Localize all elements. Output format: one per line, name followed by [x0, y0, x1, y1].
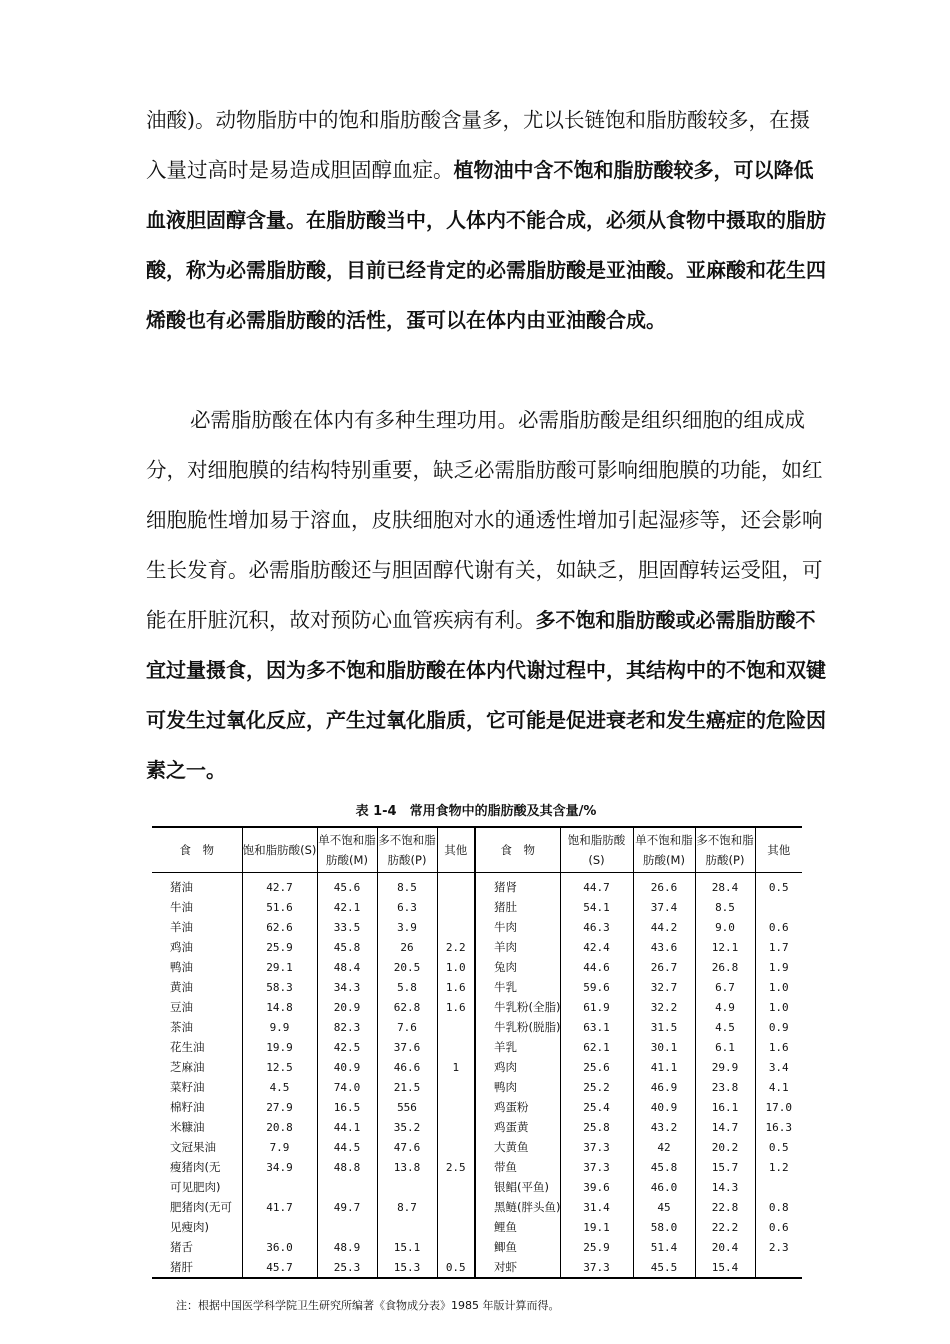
- polyunsaturated-value: 6.3: [377, 897, 437, 917]
- other-value: 0.9: [768, 1020, 789, 1034]
- polyunsaturated-value: 7.6: [377, 1017, 437, 1037]
- other-value: 1.6: [437, 997, 475, 1017]
- food-name: 鸭肉: [475, 1077, 560, 1097]
- other-value: [437, 1077, 475, 1097]
- polyunsaturated-value: 13.8: [377, 1157, 437, 1177]
- table-row: [152, 1017, 802, 1037]
- food-name: 鲤鱼: [475, 1217, 560, 1237]
- other-value: [437, 1237, 475, 1257]
- other-value: [755, 1257, 802, 1278]
- polyunsaturated-value: 22.8: [695, 1197, 755, 1217]
- table-header-row: [152, 827, 802, 873]
- monounsaturated-value: 43.6: [633, 937, 695, 957]
- header-monounsaturated: 单不饱和脂肪酸(M): [633, 827, 695, 873]
- polyunsaturated-value: 3.9: [377, 917, 437, 937]
- food-name: 猪舌: [152, 1237, 242, 1257]
- header-monounsaturated: 单不饱和脂肪酸(M): [317, 827, 377, 873]
- table-row: [152, 1137, 802, 1157]
- table-row: [152, 1237, 802, 1257]
- saturated-value: 34.9: [242, 1157, 317, 1177]
- other-value: [437, 1197, 475, 1217]
- polyunsaturated-value: 4.9: [695, 997, 755, 1017]
- food-name: 菜籽油: [152, 1077, 242, 1097]
- saturated-value: 25.9: [242, 937, 317, 957]
- saturated-value: 54.1: [560, 897, 633, 917]
- food-name: 猪肚: [475, 897, 560, 917]
- food-name: 芝麻油: [152, 1057, 242, 1077]
- other-value: 1.9: [768, 960, 789, 974]
- table-body: [152, 873, 802, 1279]
- saturated-value: 14.8: [242, 997, 317, 1017]
- saturated-value: 25.9: [560, 1237, 633, 1257]
- saturated-value: 44.6: [560, 957, 633, 977]
- other-value: 3.4: [768, 1060, 789, 1074]
- food-name: 兔肉: [475, 957, 560, 977]
- saturated-value: 25.6: [560, 1057, 633, 1077]
- polyunsaturated-value: 37.6: [377, 1037, 437, 1057]
- table-row: [152, 917, 802, 937]
- food-name: 牛乳粉(脱脂): [475, 1017, 560, 1037]
- monounsaturated-value: 48.9: [317, 1237, 377, 1257]
- table-row: [152, 1117, 802, 1137]
- polyunsaturated-value: 8.5: [695, 897, 755, 917]
- monounsaturated-value: 32.7: [633, 977, 695, 997]
- header-other: 其他: [437, 827, 475, 873]
- monounsaturated-value: 26.6: [633, 873, 695, 898]
- food-name: 牛乳粉(全脂): [475, 997, 560, 1017]
- other-value: 0.6: [768, 1220, 789, 1234]
- other-value: 2.5: [437, 1157, 475, 1177]
- monounsaturated-value: 82.3: [317, 1017, 377, 1037]
- saturated-value: 39.6: [560, 1177, 633, 1197]
- polyunsaturated-value: 20.5: [377, 957, 437, 977]
- other-value: 1: [437, 1057, 475, 1077]
- saturated-value: 51.6: [242, 897, 317, 917]
- food-name: 豆油: [152, 997, 242, 1017]
- saturated-value: 25.2: [560, 1077, 633, 1097]
- table-footnote: 注：根据中国医学科学院卫生研究所编著《食物成分表》1985 年版计算而得。: [176, 1299, 560, 1312]
- monounsaturated-value: 46.0: [633, 1177, 695, 1197]
- food-name: 猪肝: [152, 1257, 242, 1278]
- header-food: 食 物: [475, 827, 560, 873]
- monounsaturated-value: 44.1: [317, 1117, 377, 1137]
- other-value: [437, 917, 475, 937]
- polyunsaturated-value: 28.4: [695, 873, 755, 898]
- saturated-value: 19.9: [242, 1037, 317, 1057]
- food-name: 米糠油: [152, 1117, 242, 1137]
- monounsaturated-value: 42.5: [317, 1037, 377, 1057]
- monounsaturated-value: 49.7: [317, 1197, 377, 1217]
- monounsaturated-value: 48.4: [317, 957, 377, 977]
- polyunsaturated-value: 14.3: [695, 1177, 755, 1197]
- other-value: 2.2: [437, 937, 475, 957]
- monounsaturated-value: 42.1: [317, 897, 377, 917]
- food-name: 大黄鱼: [475, 1137, 560, 1157]
- paragraph-fat-acids: [146, 95, 830, 345]
- polyunsaturated-value: 21.5: [377, 1077, 437, 1097]
- table-row: [152, 897, 802, 917]
- other-value: [437, 1177, 475, 1197]
- food-name: 羊肉: [475, 937, 560, 957]
- other-value: 0.5: [437, 1257, 475, 1278]
- food-name: 牛乳: [475, 977, 560, 997]
- saturated-value: 37.3: [560, 1257, 633, 1278]
- paragraph-text: 油酸)。动物脂肪中的饱和脂肪酸含量多，尤以长链饱和脂肪酸较多，在摄入量过高时是易造成胆固醇血症。: [146, 108, 810, 182]
- polyunsaturated-value: 16.1: [695, 1097, 755, 1117]
- fatty-acid-table: [152, 826, 802, 1279]
- paragraph-bold-text: 多不饱和脂肪酸或必需脂肪酸不宜过量摄食，因为多不饱和脂肪酸在体内代谢过程中，其结构中的不饱和双键可发生过氧化反应，产生过氧化脂质，它可能是促进衰老和发生癌症的危险因素之一。: [146, 608, 826, 782]
- monounsaturated-value: 34.3: [317, 977, 377, 997]
- monounsaturated-value: 25.3: [317, 1257, 377, 1278]
- other-value: [437, 897, 475, 917]
- saturated-value: 25.4: [560, 1097, 633, 1117]
- other-value: [437, 1017, 475, 1037]
- saturated-value: 31.4: [560, 1197, 633, 1217]
- header-polyunsaturated: 多不饱和脂肪酸(P): [695, 827, 755, 873]
- table-title: 表 1-4 常用食物中的脂肪酸及其含量/%: [355, 804, 597, 819]
- food-name: 茶油: [152, 1017, 242, 1037]
- polyunsaturated-value: 26: [377, 937, 437, 957]
- food-name: 鸡肉: [475, 1057, 560, 1077]
- paragraph-text: 必需脂肪酸在体内有多种生理功用。必需脂肪酸是组织细胞的组成成分，对细胞膜的结构特别重要，缺乏必需脂肪酸可影响细胞膜的功能，如红细胞脆性增加易于溶血，皮肤细胞对水的通透性增加引起湿疹等，还会影响生长发育。必需脂肪酸还与胆固醇代谢有关，如缺乏，胆固醇转运受阻，可能在肝脏沉积，故对预防心血管疾病有利。: [146, 408, 823, 632]
- food-name: 牛肉: [475, 917, 560, 937]
- saturated-value: 41.7: [242, 1197, 317, 1217]
- saturated-value: 29.1: [242, 957, 317, 977]
- food-name: 带鱼: [475, 1157, 560, 1177]
- other-value: [437, 1117, 475, 1137]
- saturated-value: 4.5: [242, 1077, 317, 1097]
- table-row: [152, 937, 802, 957]
- polyunsaturated-value: 23.8: [695, 1077, 755, 1097]
- other-value: 1.0: [768, 1000, 789, 1014]
- food-name: 黑鲢(胖头鱼): [475, 1197, 560, 1217]
- monounsaturated-value: 45.5: [633, 1257, 695, 1278]
- saturated-value: 44.7: [560, 873, 633, 898]
- saturated-value: 25.8: [560, 1117, 633, 1137]
- other-value: 1.7: [768, 940, 789, 954]
- food-name: 瘦猪肉(无: [152, 1157, 242, 1177]
- other-value: 1.0: [768, 980, 789, 994]
- polyunsaturated-value: 5.8: [377, 977, 437, 997]
- monounsaturated-value: 51.4: [633, 1237, 695, 1257]
- saturated-value: 37.3: [560, 1157, 633, 1177]
- saturated-value: 58.3: [242, 977, 317, 997]
- saturated-value: [242, 1177, 317, 1197]
- polyunsaturated-value: 8.5: [377, 873, 437, 898]
- polyunsaturated-value: 20.4: [695, 1237, 755, 1257]
- polyunsaturated-value: 26.8: [695, 957, 755, 977]
- table-row: [152, 873, 802, 898]
- monounsaturated-value: 20.9: [317, 997, 377, 1017]
- food-name: 鸭油: [152, 957, 242, 977]
- other-value: 0.5: [768, 880, 789, 894]
- table-row: [152, 1197, 802, 1217]
- monounsaturated-value: 46.9: [633, 1077, 695, 1097]
- header-saturated: 饱和脂肪酸(S): [560, 827, 633, 873]
- saturated-value: 62.6: [242, 917, 317, 937]
- other-value: 0.8: [768, 1200, 789, 1214]
- paragraph-bold-text: 植物油中含不饱和脂肪酸较多，可以降低血液胆固醇含量。在脂肪酸当中，人体内不能合成，必须从食物中摄取的脂肪酸，称为必需脂肪酸，目前已经肯定的必需脂肪酸是亚油酸。亚麻酸和花生四烯酸也有必需脂肪酸的活性，蛋可以在体内由亚油酸合成。: [146, 158, 826, 332]
- polyunsaturated-value: 29.9: [695, 1057, 755, 1077]
- saturated-value: 37.3: [560, 1137, 633, 1157]
- monounsaturated-value: 42: [633, 1137, 695, 1157]
- saturated-value: 9.9: [242, 1017, 317, 1037]
- table-row: [152, 1077, 802, 1097]
- food-name: 可见肥肉): [152, 1177, 242, 1197]
- table-row: [152, 1217, 802, 1237]
- polyunsaturated-value: 20.2: [695, 1137, 755, 1157]
- polyunsaturated-value: 35.2: [377, 1117, 437, 1137]
- other-value: [437, 1097, 475, 1117]
- polyunsaturated-value: 62.8: [377, 997, 437, 1017]
- header-polyunsaturated: 多不饱和脂肪酸(P): [377, 827, 437, 873]
- food-name: 猪油: [152, 873, 242, 898]
- other-value: 16.3: [765, 1120, 792, 1134]
- other-value: 1.0: [437, 957, 475, 977]
- monounsaturated-value: 45.8: [633, 1157, 695, 1177]
- other-value: 1.2: [768, 1160, 789, 1174]
- polyunsaturated-value: 14.7: [695, 1117, 755, 1137]
- monounsaturated-value: 48.8: [317, 1157, 377, 1177]
- other-value: 1.6: [768, 1040, 789, 1054]
- monounsaturated-value: 45.6: [317, 873, 377, 898]
- table-row: [152, 977, 802, 997]
- polyunsaturated-value: 6.1: [695, 1037, 755, 1057]
- saturated-value: 36.0: [242, 1237, 317, 1257]
- saturated-value: 62.1: [560, 1037, 633, 1057]
- monounsaturated-value: 41.1: [633, 1057, 695, 1077]
- polyunsaturated-value: 22.2: [695, 1217, 755, 1237]
- table-row: [152, 1057, 802, 1077]
- food-name: 鸡蛋黄: [475, 1117, 560, 1137]
- monounsaturated-value: 44.2: [633, 917, 695, 937]
- other-value: [437, 873, 475, 898]
- polyunsaturated-value: [377, 1217, 437, 1237]
- monounsaturated-value: [317, 1217, 377, 1237]
- monounsaturated-value: 58.0: [633, 1217, 695, 1237]
- polyunsaturated-value: [377, 1177, 437, 1197]
- monounsaturated-value: 43.2: [633, 1117, 695, 1137]
- food-name: 羊乳: [475, 1037, 560, 1057]
- food-name: 黄油: [152, 977, 242, 997]
- polyunsaturated-value: 46.6: [377, 1057, 437, 1077]
- saturated-value: [242, 1217, 317, 1237]
- monounsaturated-value: 40.9: [317, 1057, 377, 1077]
- polyunsaturated-value: 4.5: [695, 1017, 755, 1037]
- saturated-value: 20.8: [242, 1117, 317, 1137]
- monounsaturated-value: 26.7: [633, 957, 695, 977]
- polyunsaturated-value: 8.7: [377, 1197, 437, 1217]
- saturated-value: 27.9: [242, 1097, 317, 1117]
- polyunsaturated-value: 12.1: [695, 937, 755, 957]
- polyunsaturated-value: 15.1: [377, 1237, 437, 1257]
- monounsaturated-value: 32.2: [633, 997, 695, 1017]
- polyunsaturated-value: 6.7: [695, 977, 755, 997]
- food-name: 对虾: [475, 1257, 560, 1278]
- food-name: 棉籽油: [152, 1097, 242, 1117]
- other-value: [437, 1137, 475, 1157]
- saturated-value: 7.9: [242, 1137, 317, 1157]
- saturated-value: 46.3: [560, 917, 633, 937]
- polyunsaturated-value: 15.4: [695, 1257, 755, 1278]
- polyunsaturated-value: 15.7: [695, 1157, 755, 1177]
- monounsaturated-value: 45: [633, 1197, 695, 1217]
- polyunsaturated-value: 9.0: [695, 917, 755, 937]
- food-name: 鸡蛋粉: [475, 1097, 560, 1117]
- saturated-value: 59.6: [560, 977, 633, 997]
- table-row: [152, 1157, 802, 1177]
- other-value: 0.5: [768, 1140, 789, 1154]
- table-row: [152, 1257, 802, 1278]
- other-value: 17.0: [765, 1100, 792, 1114]
- monounsaturated-value: 16.5: [317, 1097, 377, 1117]
- monounsaturated-value: 45.8: [317, 937, 377, 957]
- table-row: [152, 957, 802, 977]
- saturated-value: 12.5: [242, 1057, 317, 1077]
- polyunsaturated-value: 15.3: [377, 1257, 437, 1278]
- paragraph-essential-fatty-acids: [146, 395, 830, 795]
- food-name: 花生油: [152, 1037, 242, 1057]
- food-name: 羊油: [152, 917, 242, 937]
- food-name: 见瘦肉): [152, 1217, 242, 1237]
- table-row: [152, 1177, 802, 1197]
- food-name: 银鲳(平鱼): [475, 1177, 560, 1197]
- header-other: 其他: [755, 827, 802, 873]
- food-name: 鲫鱼: [475, 1237, 560, 1257]
- saturated-value: 61.9: [560, 997, 633, 1017]
- monounsaturated-value: 74.0: [317, 1077, 377, 1097]
- table-row: [152, 997, 802, 1017]
- food-name: 鸡油: [152, 937, 242, 957]
- monounsaturated-value: 33.5: [317, 917, 377, 937]
- monounsaturated-value: 37.4: [633, 897, 695, 917]
- header-saturated: 饱和脂肪酸(S): [242, 827, 317, 873]
- other-value: 1.6: [437, 977, 475, 997]
- saturated-value: 42.4: [560, 937, 633, 957]
- monounsaturated-value: 44.5: [317, 1137, 377, 1157]
- monounsaturated-value: [317, 1177, 377, 1197]
- saturated-value: 19.1: [560, 1217, 633, 1237]
- other-value: 4.1: [768, 1080, 789, 1094]
- monounsaturated-value: 30.1: [633, 1037, 695, 1057]
- table-row: [152, 1037, 802, 1057]
- header-food: 食 物: [152, 827, 242, 873]
- other-value: 0.6: [768, 920, 789, 934]
- other-value: [437, 1037, 475, 1057]
- table-row: [152, 1097, 802, 1117]
- food-name: 肥猪肉(无可: [152, 1197, 242, 1217]
- polyunsaturated-value: 47.6: [377, 1137, 437, 1157]
- food-name: 文冠果油: [152, 1137, 242, 1157]
- food-name: 猪肾: [475, 873, 560, 898]
- other-value: [755, 1177, 802, 1197]
- other-value: [755, 897, 802, 917]
- saturated-value: 45.7: [242, 1257, 317, 1278]
- other-value: 2.3: [768, 1240, 789, 1254]
- monounsaturated-value: 31.5: [633, 1017, 695, 1037]
- monounsaturated-value: 40.9: [633, 1097, 695, 1117]
- saturated-value: 42.7: [242, 873, 317, 898]
- saturated-value: 63.1: [560, 1017, 633, 1037]
- other-value: [437, 1217, 475, 1237]
- food-name: 牛油: [152, 897, 242, 917]
- polyunsaturated-value: 556: [377, 1097, 437, 1117]
